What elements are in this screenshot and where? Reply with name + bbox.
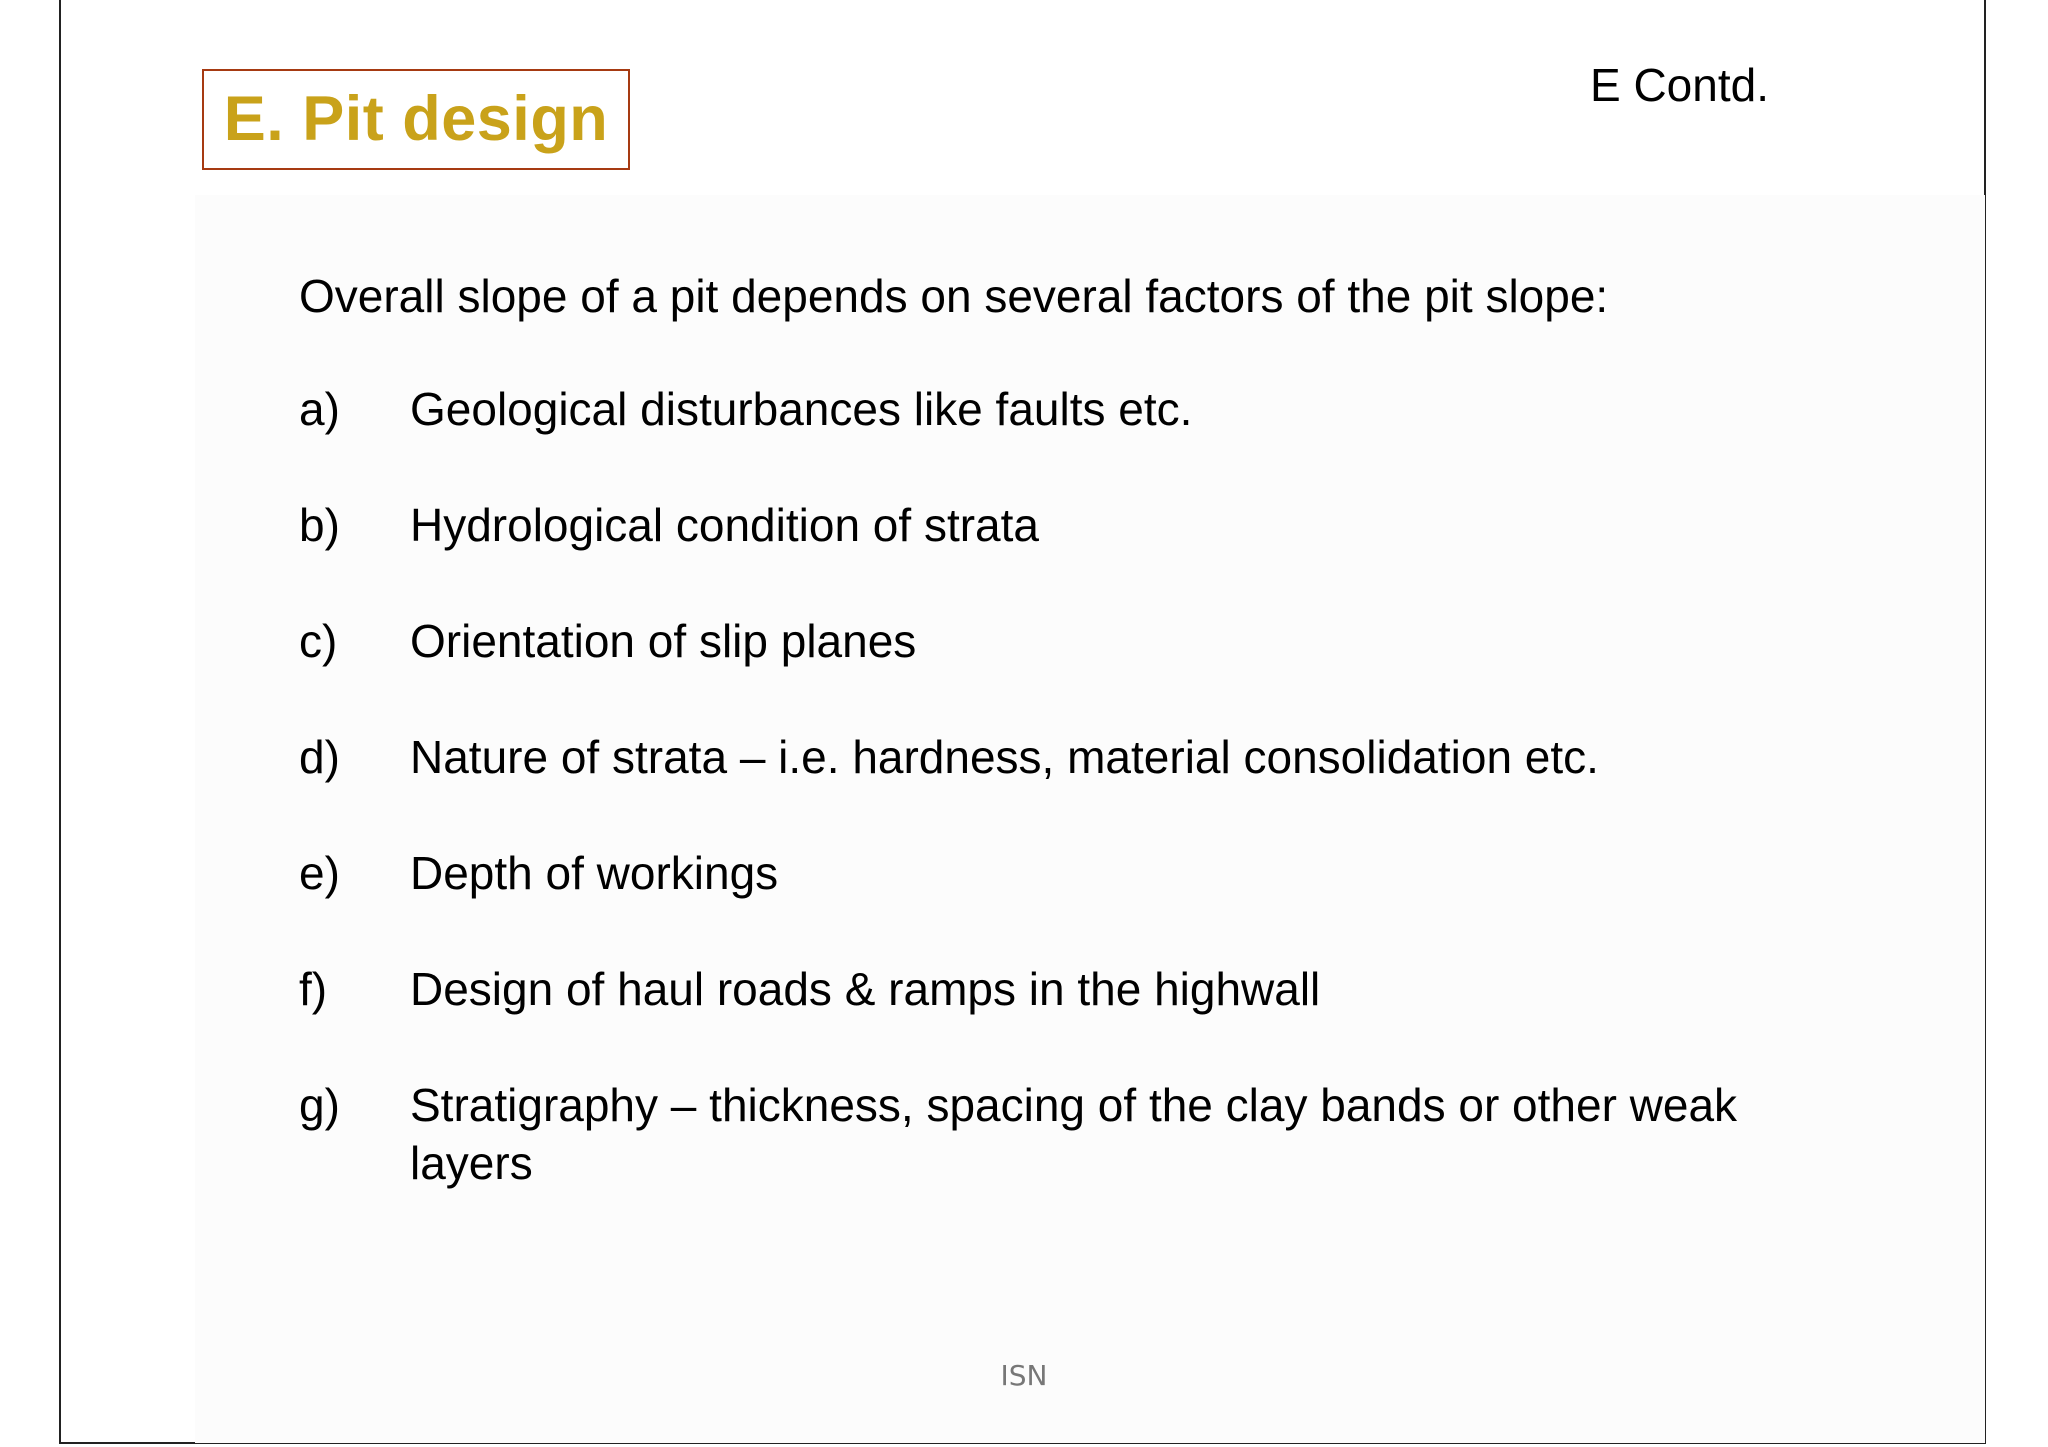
list-marker: a) — [299, 383, 340, 435]
list-item — [299, 960, 1859, 1018]
list-marker: f) — [299, 963, 328, 1015]
list-item-text: Hydrological condition of strata — [410, 499, 1039, 551]
continuation-label: E Contd. — [1590, 59, 1769, 111]
list-item-text: Geological disturbances like faults etc. — [410, 383, 1193, 435]
list-item-text: Design of haul roads & ramps in the highwall — [410, 963, 1321, 1015]
list-marker: c) — [299, 615, 338, 667]
list-marker: d) — [299, 731, 340, 783]
list-marker: b) — [299, 499, 340, 551]
footer-label: ISN — [1000, 1359, 1048, 1392]
list-item — [299, 496, 1859, 554]
list-item-text: Depth of workings — [410, 847, 779, 899]
slide-title: E. Pit design — [223, 84, 609, 154]
factor-list — [299, 380, 1859, 1250]
list-item-text: Nature of strata – i.e. hardness, material consolidation etc. — [410, 731, 1599, 783]
intro-text: Overall slope of a pit depends on several factors of the pit slope: — [299, 270, 1609, 322]
list-item — [299, 728, 1859, 786]
list-item — [299, 1076, 1859, 1192]
list-item — [299, 844, 1859, 902]
list-marker: g) — [299, 1079, 340, 1131]
list-item — [299, 612, 1859, 670]
list-item-text: Stratigraphy – thickness, spacing of the clay bands or other weak layers — [410, 1079, 1738, 1189]
list-item-text: Orientation of slip planes — [410, 615, 917, 667]
list-marker: e) — [299, 847, 340, 899]
list-item — [299, 380, 1859, 438]
slide-title-box — [202, 69, 630, 170]
